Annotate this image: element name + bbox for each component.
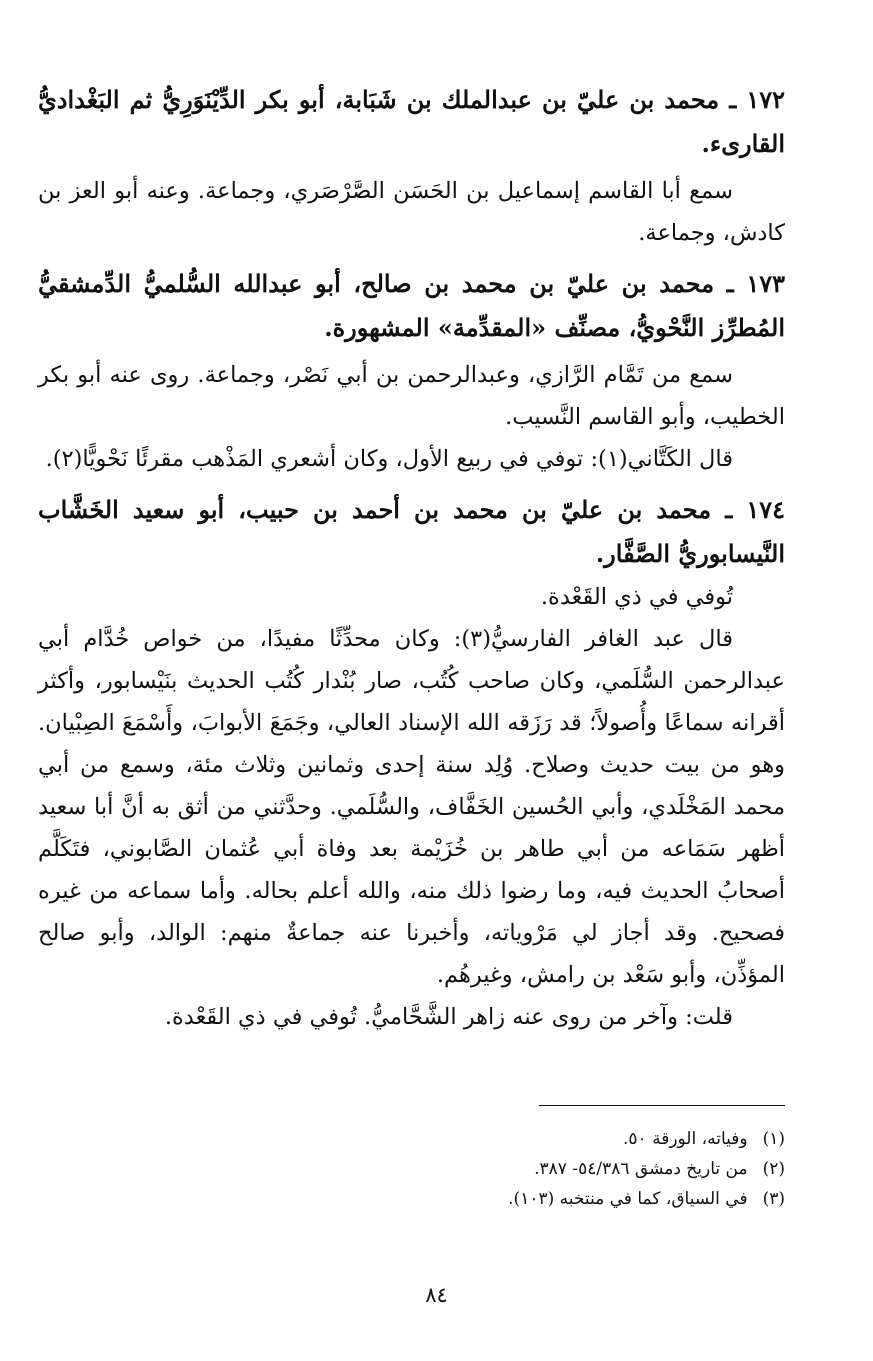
entry-172-heading: ١٧٢ ـ محمد بن عليّ بن عبدالملك بن شَبَابة، أبو بكر الدِّيْنَوَرِيُّ ثم البَغْداديُّ القارىء. xyxy=(38,85,785,158)
footnote-2 xyxy=(365,1154,785,1184)
entry-174-paragraph-1: تُوفي في ذي القَعْدة. xyxy=(540,584,733,610)
entry-173-heading: ١٧٣ ـ محمد بن عليّ بن محمد بن صالح، أبو عبدالله السُّلميُّ الدِّمشقيُّ المُطرِّز النَّحْويُّ، مصنِّف «المقدِّمة» المشهورة. xyxy=(38,269,785,342)
footnote-1 xyxy=(365,1124,785,1154)
footnotes xyxy=(365,1124,785,1214)
footnote-3 xyxy=(365,1184,785,1214)
footnote-number: (٣) xyxy=(762,1189,785,1209)
entry-173-paragraph-2: قال الكَتَّاني(١): توفي في ربيع الأول، وكان أشعري المَذْهب مقرئًا نَحْويًّا(٢). xyxy=(45,446,733,472)
page-body xyxy=(38,78,785,1038)
entry-174-paragraph-3: قلت: وآخر من روى عنه زاهر الشَّحَّاميُّ. تُوفي في ذي القَعْدة. xyxy=(164,1004,733,1030)
footnote-number: (١) xyxy=(762,1129,785,1149)
footnote-text: وفياته، الورقة ٥٠. xyxy=(623,1129,748,1149)
footnote-divider xyxy=(539,1105,785,1106)
footnote-number: (٢) xyxy=(762,1159,785,1179)
entry-172-paragraph-1: سمع أبا القاسم إسماعيل بن الحَسَن الصَّرْصَري، وجماعة. وعنه أبو العز بن كادش، وجماعة. xyxy=(38,178,785,246)
footnote-text: من تاريخ دمشق ٥٤/٣٨٦- ٣٨٧. xyxy=(534,1159,748,1179)
entry-173-paragraph-1: سمع من تَمَّام الرَّازي، وعبدالرحمن بن أبي نَصْر، وجماعة. روى عنه أبو بكر الخطيب، وأبو القاسم النَّسيب. xyxy=(38,362,785,430)
entry-174-heading: ١٧٤ ـ محمد بن عليّ بن محمد بن أحمد بن حبيب، أبو سعيد الخَشَّاب النَّيسابوريُّ الصَّفَّار. xyxy=(38,495,786,568)
entry-174-paragraph-2: قال عبد الغافر الفارسيُّ(٣): وكان محدِّثًا مفيدًا، من خواص خُدَّام أبي عبدالرحمن السُّلَمي، وكان صاحب كُتُب، صار بُنْدار كُتُب الحديث بنَيْسابور، وأكثر أقرانه سماعًا وأُصولاً؛ قد رَزَقه الله الإسناد العالي، وجَمَعَ الأبوابَ، وأَسْمَعَ الصِبْيان. وهو من بيت حديث وصلاح. وُلِد سنة إحدى وثمانين وثلاث مئة، وسمع من أبي محمد المَخْلَدي، وأبي الحُسين الخَفَّاف، والسُّلَمي. وحدَّثني من أثق به أنَّ أبا سعيد أظهر سَمَاعه من أبي طاهر بن خُزَيْمة بعد وفاة أبي عُثمان الصَّابوني، فتَكَلَّم أصحابُ الحديث فيه، وما رضوا ذلك منه، والله أعلم بحاله. وأما سماعه من غيره فصحيح. وقد أجاز لي مَرْوياته، وأخبرنا عنه جماعةٌ منهم: الوالد، وأبو صالح المؤذِّن، وأبو سَعْد بن رامش، وغيرهُم. xyxy=(38,626,785,988)
page-number: ٨٤ xyxy=(425,1283,448,1307)
footnote-text: في السياق، كما في منتخبه (١٠٣). xyxy=(508,1189,748,1209)
